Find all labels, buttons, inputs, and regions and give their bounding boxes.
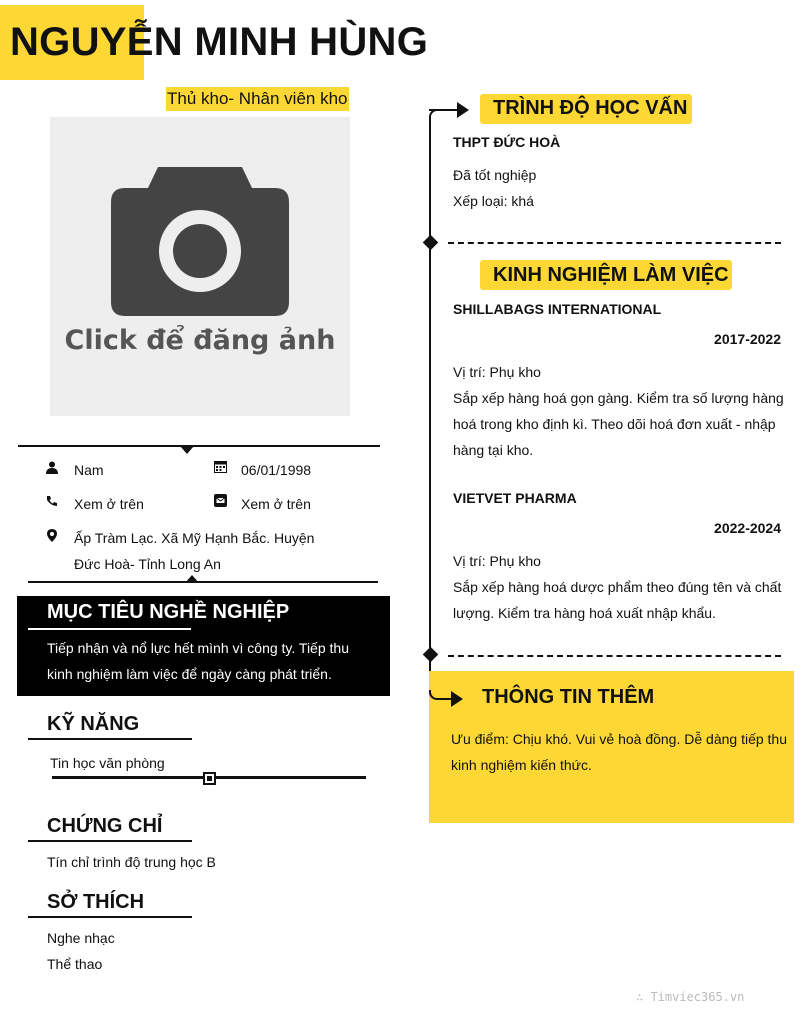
- skill-level-handle[interactable]: [203, 772, 216, 785]
- candidate-name: NGUYỄN MINH HÙNG: [10, 20, 429, 64]
- objective-underline: [28, 628, 191, 630]
- photo-upload-label: Click để đăng ảnh: [64, 325, 336, 356]
- certificate-item: Tín chỉ trình độ trung học B: [47, 854, 216, 870]
- pointer-down-icon: [180, 446, 194, 454]
- extra-line-2: kinh nghiệm kiến thức.: [451, 757, 592, 773]
- objective-title: MỤC TIÊU NGHỀ NGHIỆP: [47, 601, 290, 623]
- job-desc-line: hàng tại kho.: [453, 442, 534, 458]
- watermark-text: Timviec365.vn: [650, 990, 745, 1004]
- hobbies-underline: [28, 916, 192, 918]
- extra-title: THÔNG TIN THÊM: [482, 686, 655, 708]
- job-desc-line: Sắp xếp hàng hoá dược phẩm theo đúng tên và chất: [453, 579, 782, 595]
- objective-line-1: Tiếp nhận và nổ lực hết mình vì công ty. Tiếp thu: [47, 640, 349, 656]
- education-line-2: Xếp loại: khá: [453, 193, 534, 209]
- experience-title: KINH NGHIỆM LÀM VIỆC: [493, 264, 729, 286]
- hobbies-title: SỞ THÍCH: [47, 891, 145, 913]
- arrow-right-icon: [451, 691, 463, 707]
- objective-line-2: kinh nghiệm làm việc để ngày càng phát triển.: [47, 666, 332, 682]
- job-desc-line: Sắp xếp hàng hoá gọn gàng. Kiểm tra số lượng hàng: [453, 390, 784, 406]
- hobby-item: Nghe nhạc: [47, 930, 115, 946]
- skill-name: Tin học văn phòng: [50, 755, 165, 771]
- hobby-item: Thể thao: [47, 956, 103, 972]
- company-name: SHILLABAGS INTERNATIONAL: [453, 301, 662, 317]
- gender-value: Nam: [74, 462, 104, 478]
- dashed-divider: [448, 242, 781, 244]
- phone-value: Xem ở trên: [74, 496, 144, 512]
- photo-upload[interactable]: [50, 117, 350, 416]
- job-desc-line: lượng. Kiểm tra hàng hoá xuất nhập khẩu.: [453, 605, 716, 621]
- job-position: Vị trí: Phụ kho: [453, 364, 541, 380]
- education-title: TRÌNH ĐỘ HỌC VẤN: [493, 97, 688, 119]
- calendar-icon: [212, 460, 228, 477]
- job-desc-line: hoá trong kho định kì. Theo dõi hoá đơn xuất - nhập: [453, 416, 776, 432]
- education-line-1: Đã tốt nghiệp: [453, 167, 537, 183]
- phone-icon: [44, 495, 60, 511]
- dashed-divider: [448, 655, 781, 657]
- company-name: VIETVET PHARMA: [453, 490, 577, 506]
- job-period: 2017-2022: [714, 331, 781, 347]
- watermark: [636, 990, 744, 1004]
- timeline-diamond: [423, 647, 439, 663]
- timeline-corner: [429, 109, 439, 119]
- email-value: Xem ở trên: [241, 496, 311, 512]
- arrow-right-icon: [457, 102, 469, 118]
- job-title: Thủ kho- Nhân viên kho: [166, 87, 349, 111]
- address-line-1: Ấp Tràm Lạc. Xã Mỹ Hạnh Bắc. Huyện: [74, 530, 315, 546]
- divider: [18, 445, 380, 447]
- skills-underline: [28, 738, 192, 740]
- user-icon: [44, 461, 60, 478]
- certificates-underline: [28, 840, 192, 842]
- objective-section: [17, 596, 390, 696]
- school-name: THPT ĐỨC HOÀ: [453, 134, 561, 150]
- timeline-line: [429, 118, 431, 700]
- divider: [28, 581, 378, 583]
- extra-line-1: Ưu điểm: Chịu khó. Vui vẻ hoà đồng. Dễ dàng tiếp thu: [451, 731, 787, 747]
- job-period: 2022-2024: [714, 520, 781, 536]
- pointer-up-icon: [185, 575, 199, 583]
- address-line-2: Đức Hoà- Tỉnh Long An: [74, 556, 221, 572]
- birthday-value: 06/01/1998: [241, 462, 312, 478]
- watermark-icon: ∴: [636, 990, 651, 1004]
- email-icon: [212, 494, 228, 511]
- timeline-diamond: [423, 235, 439, 251]
- certificates-title: CHỨNG CHỈ: [47, 815, 163, 837]
- skills-title: KỸ NĂNG: [47, 713, 140, 735]
- job-position: Vị trí: Phụ kho: [453, 553, 541, 569]
- location-icon: [44, 529, 60, 546]
- camera-icon: [110, 161, 290, 317]
